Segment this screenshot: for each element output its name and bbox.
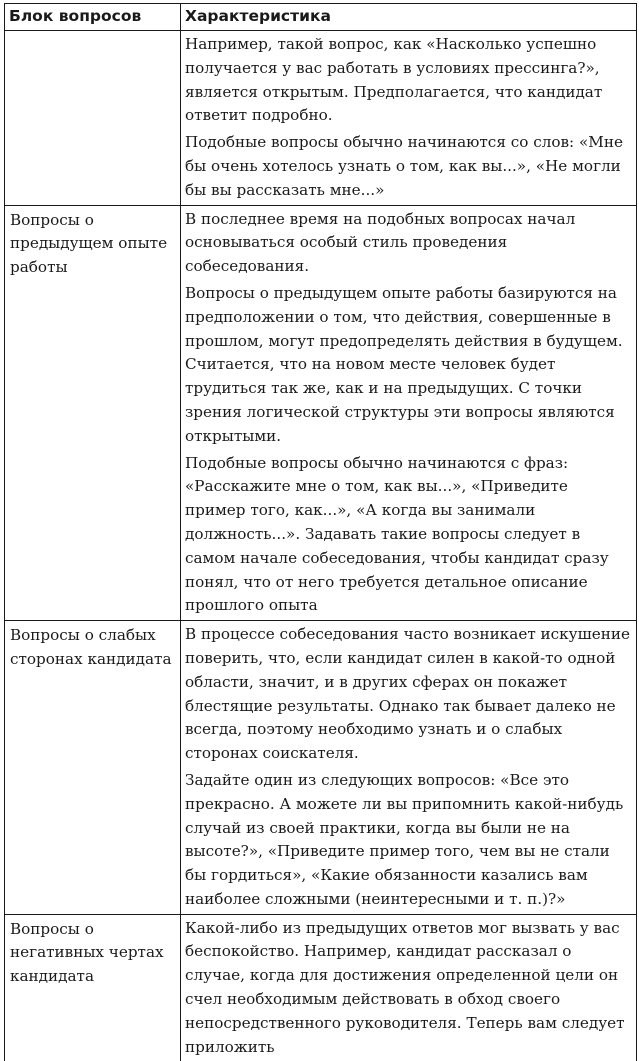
paragraph: Подобные вопросы обычно начинаются с фраз: «Расскажите мне о том, как вы...», «Приведите пример того, как...», «А когда вы занимали должность...». Задавать такие вопросы следует в самом начале собеседования, чтобы кандидат сразу понял, что от него требуется детальное описание прошлого опыта [185,453,609,615]
paragraph: Задайте один из следующих вопросов: «Все это прекрасно. А можете ли вы припомнить какой-нибудь случай из своей практики, когда вы были не на высоте?», «Приведите пример того, чем вы не стали бы гордиться», «Какие обязанности казались вам наиболее сложными (неинтересными и т. п.)?» [185,770,624,908]
row-block-cell: Вопросы о негативных чертах кандидата [5,914,181,1061]
row-characteristic-cell [181,621,637,915]
table-row [5,31,637,206]
row-characteristic-cell [181,205,637,621]
table-row [5,205,637,621]
row-characteristic-cell [181,914,637,1061]
questions-table [4,3,637,1061]
table-row [5,914,637,1061]
paragraph: Подобные вопросы обычно начинаются со слов: «Мне бы очень хотелось узнать о том, как вы...», «Не могли бы вы рассказать мне...» [185,133,623,199]
paragraph: Какой-либо из предыдущих ответов мог вызвать у вас беспокойство. Например, кандидат рассказал о случае, когда для достижения определенной цели он счел необходимым действовать в обход своего непосредственного руководителя. Теперь вам следует приложить [185,918,625,1056]
header-question-block: Блок вопросов [5,4,181,31]
header-characteristic: Характеристика [181,4,637,31]
table-row [5,621,637,915]
row-block-cell [5,31,181,206]
paragraph: В процессе собеседования часто возникает искушение поверить, что, если кандидат силен в какой-то одной области, значит, и в других сферах он покажет блестящие результаты. Однако так бывает далеко не всегда, поэтому необходимо узнать и о слабых сторонах соискателя. [185,625,630,763]
row-block-cell: Вопросы о слабых сторонах кандидата [5,621,181,915]
paragraph: Например, такой вопрос, как «Насколько успешно получается у вас работать в условиях прессинга?», является открытым. Предполагается, что кандидат ответит подробно. [185,35,603,125]
page [4,3,636,1061]
paragraph: В последнее время на подобных вопросах начал основываться особый стиль проведения собеседования. [185,209,576,276]
table-header-row [5,4,637,31]
paragraph: Вопросы о предыдущем опыте работы базируются на предположении о том, что действия, совершенные в прошлом, могут предопределять действия в будущем. Считается, что на новом месте человек будет трудиться так же, как и на предыдущих. С точки зрения логической структуры эти вопросы являются открытыми. [185,283,623,445]
row-block-cell: Вопросы о предыдущем опыте работы [5,205,181,621]
row-characteristic-cell [181,31,637,206]
